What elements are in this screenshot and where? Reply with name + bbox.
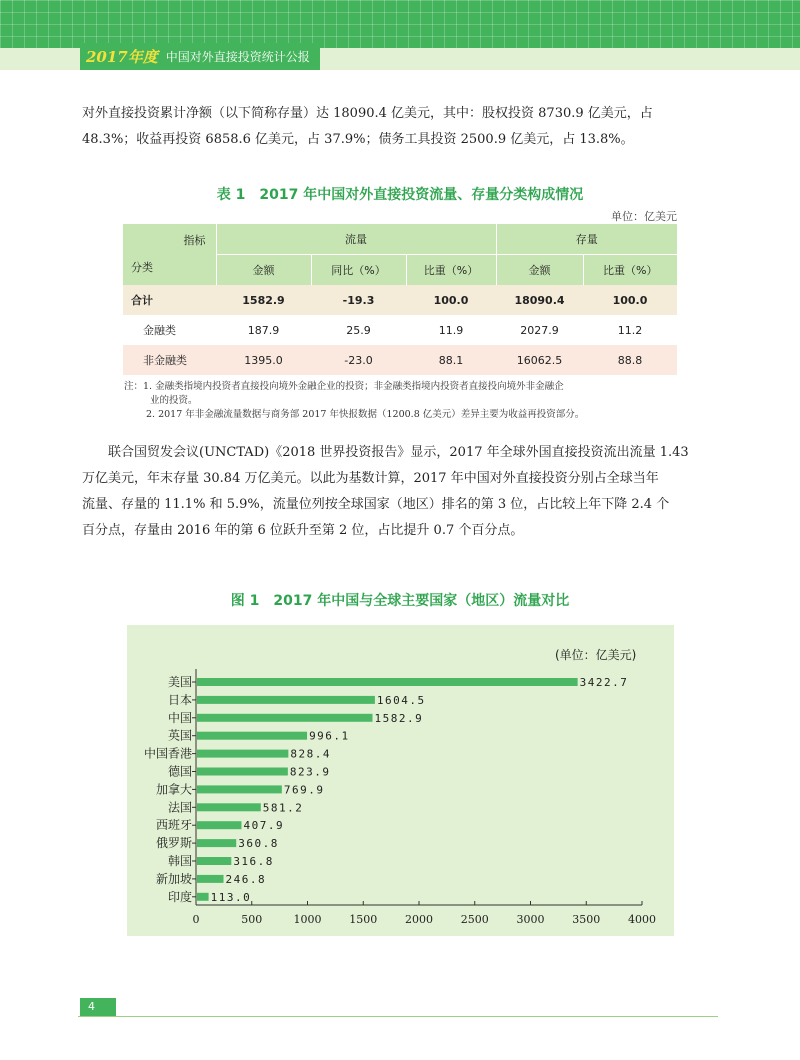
- cell-flow: 187.9: [247, 323, 280, 337]
- header-title-block: [80, 43, 320, 70]
- col-flow-yoy: 同比（%）: [311, 255, 406, 286]
- x-tick-label: 500: [241, 913, 263, 926]
- x-tick-label: 2000: [405, 913, 433, 926]
- cell-stock-share: 11.2: [617, 323, 643, 337]
- bar-value-label: 246.8: [225, 872, 267, 886]
- cell-stock-share: 88.8: [617, 353, 643, 367]
- bar: [197, 893, 209, 901]
- col-stock-share: 比重（%）: [603, 264, 658, 277]
- bar-value-label: 996.1: [309, 729, 350, 743]
- cell-share: 11.9: [438, 323, 464, 337]
- bar: [197, 821, 241, 829]
- row-name: 非金融类: [143, 354, 187, 367]
- flow-comparison-chart: [127, 625, 674, 936]
- cell-flow: 1582.9: [242, 293, 285, 307]
- bar-value-label: 3422.7: [579, 676, 629, 689]
- bar: [197, 750, 288, 758]
- cell-share: 100.0: [433, 293, 469, 307]
- header-title: 中国对外直接投资统计公报: [165, 50, 310, 64]
- category-label: 新加坡: [155, 871, 192, 886]
- category-label: 美国: [167, 675, 192, 689]
- table-row-financial: [123, 315, 677, 345]
- cell-yoy: -19.3: [342, 293, 375, 307]
- category-label: 日本: [167, 692, 192, 707]
- paragraph-unctad: [82, 440, 722, 544]
- cell-stock: 2027.9: [520, 323, 559, 337]
- figure-caption: 图 1 2017 年中国与全球主要国家（地区）流量对比: [230, 593, 570, 609]
- table-header-row: [123, 224, 677, 255]
- cell-flow: 1395.0: [244, 353, 283, 367]
- bar-value-label: 407.9: [243, 819, 285, 833]
- bar-value-label: 581.2: [262, 801, 304, 815]
- category-label: 韩国: [167, 854, 192, 868]
- x-tick-label: 3000: [516, 913, 545, 926]
- bar-value-label: 1604.5: [376, 693, 426, 707]
- bar: [197, 785, 282, 793]
- bar-value-label: 823.9: [289, 765, 331, 779]
- text-line: 百分点，存量由 2016 年的第 6 位跃升至第 2 位，占比提升 0.7 个百分点。: [82, 523, 524, 538]
- category-label: 俄罗斯: [155, 836, 192, 851]
- bar: [197, 857, 231, 865]
- chart-background: [127, 625, 674, 936]
- x-tick-label: 1000: [293, 913, 322, 926]
- group-header-flow: 流量: [216, 224, 496, 255]
- cell-share: 88.1: [438, 353, 464, 367]
- x-tick-label: 0: [192, 913, 200, 926]
- bar: [197, 732, 307, 740]
- bar-value-label: 360.8: [238, 837, 279, 851]
- cell-yoy: -23.0: [344, 353, 373, 367]
- corner-header: [123, 224, 216, 285]
- bar: [197, 768, 288, 776]
- col-stock-amount: 金额: [496, 255, 583, 286]
- category-label: 德国: [167, 764, 192, 779]
- category-label: 英国: [167, 728, 192, 743]
- bar: [197, 875, 224, 883]
- bar-value-label: 828.4: [290, 747, 331, 761]
- bar-value-label: 1582.9: [374, 711, 424, 725]
- text-line: 流量、存量的 11.1% 和 5.9%，流量位列按全球国家（地区）排名的第 3 位，占比较上年下降 2.4 个: [82, 497, 670, 512]
- text-line: 联合国贸发会议(UNCTAD)《2018 世界投资报告》显示，2017 年全球外国直接投资流出流量 1.43: [108, 445, 689, 460]
- text-line: 48.3%；收益再投资 6858.6 亿美元，占 37.9%；债务工具投资 2500.9 亿美元，占 13.8%。: [82, 132, 634, 147]
- bar-value-label: 316.8: [233, 855, 274, 868]
- cell-stock: 18090.4: [514, 293, 565, 307]
- category-label: 中国香港: [143, 746, 192, 761]
- bar-value-label: 113.0: [210, 890, 252, 904]
- row-name: 金融类: [143, 324, 176, 337]
- category-label: 西班牙: [155, 818, 192, 833]
- table-unit: 单位：亿美元: [611, 210, 677, 223]
- category-label: 加拿大: [155, 782, 192, 797]
- table-row-nonfinancial: [123, 345, 677, 375]
- category-label: 中国: [167, 710, 192, 725]
- note-line: 2. 2017 年非金融流量数据与商务部 2017 年快报数据（1200.8 亿美元）差异主要为收益再投资部分。: [146, 409, 585, 420]
- bar: [197, 803, 261, 811]
- flow-stock-table: [123, 224, 677, 375]
- bar: [197, 839, 236, 847]
- x-tick-label: 4000: [628, 913, 656, 926]
- text-line: 万亿美元，年末存量 30.84 万亿美元。以此为基数计算，2017 年中国对外直接投资分别占全球当年: [82, 471, 659, 486]
- bar: [197, 678, 578, 686]
- bar: [197, 714, 372, 722]
- group-header-stock: 存量: [496, 224, 677, 255]
- text-line: 对外直接投资累计净额（以下简称存量）达 18090.4 亿美元，其中：股权投资 8730.9 亿美元，占: [82, 106, 653, 121]
- col-flow-amount: 金额: [216, 255, 311, 286]
- cell-stock: 16062.5: [516, 353, 563, 367]
- cell-stock-share: 100.0: [612, 293, 648, 307]
- x-tick-label: 1500: [349, 913, 378, 926]
- header-year: 2017年度: [86, 48, 158, 66]
- table-caption: 表 1 2017 年中国对外直接投资流量、存量分类构成情况: [216, 187, 584, 203]
- note-line: 注：1. 金融类指境内投资者直接投向境外金融企业的投资；非金融类指境内投资者直接投向境外非金融企: [124, 381, 564, 392]
- footer-rule: [78, 1016, 718, 1017]
- corner-top-label: 指标: [183, 234, 206, 247]
- x-tick-label: 2500: [460, 913, 489, 926]
- corner-bottom-label: 分类: [131, 261, 153, 274]
- category-label: 法国: [167, 800, 192, 815]
- page-number: 4: [80, 998, 116, 1016]
- table-row-total: [123, 285, 677, 315]
- paragraph-stock-summary: [82, 101, 722, 153]
- chart-unit-label: (单位：亿美元): [555, 648, 637, 662]
- bar-value-label: 769.9: [283, 783, 325, 797]
- x-tick-label: 3500: [572, 913, 601, 926]
- row-name: 合计: [131, 294, 153, 307]
- cell-yoy: 25.9: [346, 323, 371, 337]
- bar: [197, 696, 375, 704]
- header-pattern: [0, 0, 800, 48]
- category-label: 印度: [167, 889, 192, 904]
- col-flow-share: 比重（%）: [406, 255, 496, 286]
- table-notes: [124, 380, 684, 422]
- note-line: 业的投资。: [150, 395, 198, 406]
